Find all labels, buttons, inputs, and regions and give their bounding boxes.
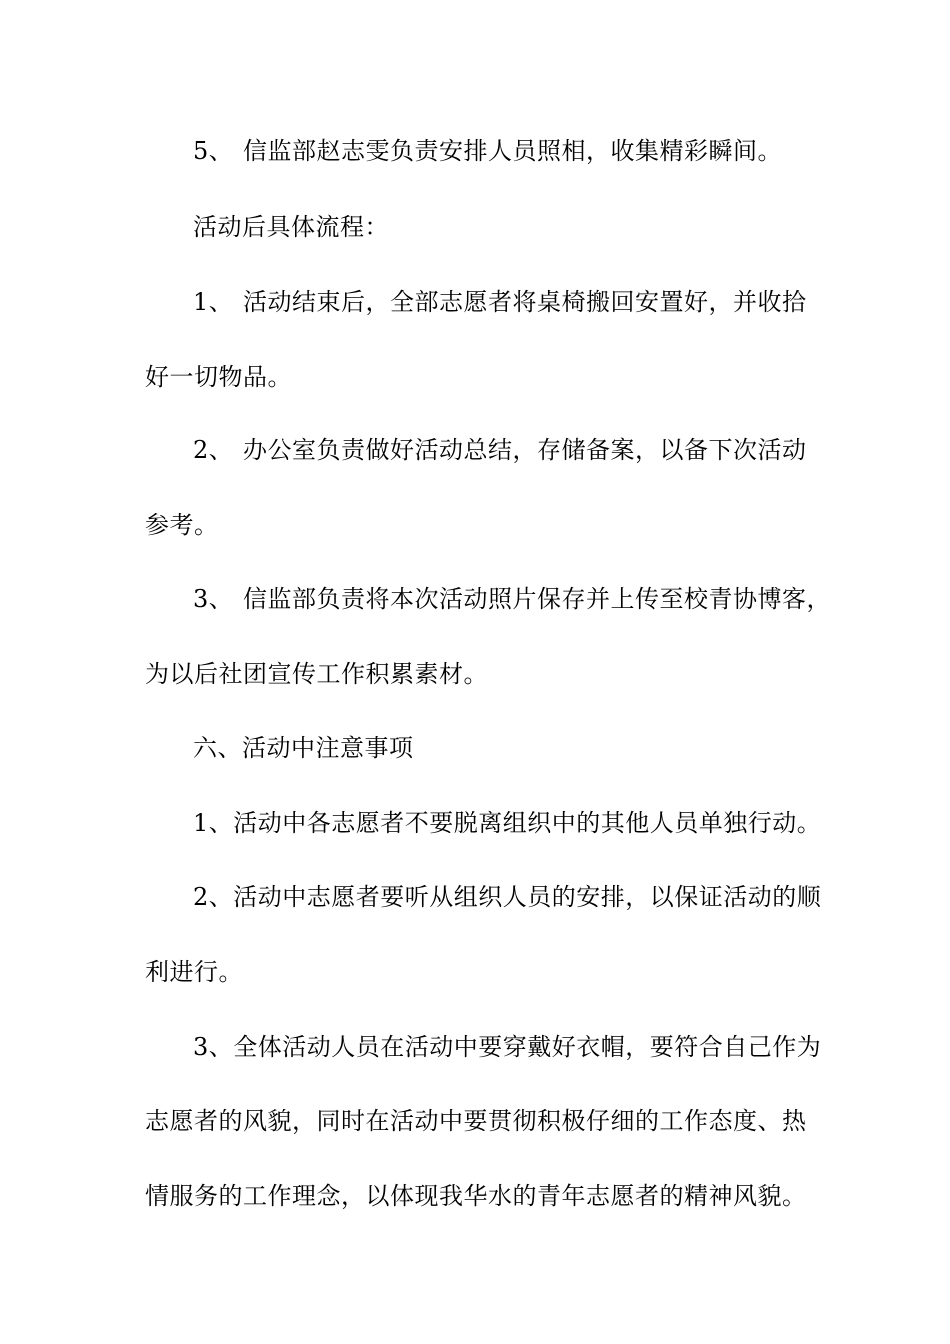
paragraph: 2、活动中志愿者要听从组织人员的安排，以保证活动的顺 (193, 883, 822, 911)
list-item-5 (193, 136, 782, 166)
list-item-1 (193, 287, 807, 317)
paragraph-continuation: 志愿者的风貌，同时在活动中要贯彻积极仔细的工作态度、热 (145, 1107, 807, 1135)
paragraph-text: 信监部赵志雯负责安排人员照相，收集精彩瞬间。 (243, 137, 782, 165)
paragraph-text: 活动结束后，全部志愿者将桌椅搬回安置好，并收拾 (243, 288, 807, 316)
list-item-2 (193, 435, 807, 465)
paragraph: 1、活动中各志愿者不要脱离组织中的其他人员单独行动。 (193, 809, 822, 837)
list-item-3 (193, 584, 831, 614)
list-number: 2、 (193, 436, 234, 464)
paragraph-continuation: 利进行。 (145, 958, 243, 986)
paragraph-continuation: 情服务的工作理念，以体现我华水的青年志愿者的精神风貌。 (145, 1182, 807, 1210)
paragraph: 3、全体活动人员在活动中要穿戴好衣帽，要符合自己作为 (193, 1033, 822, 1061)
list-number: 3、 (193, 585, 234, 613)
paragraph-continuation: 好一切物品。 (145, 363, 292, 391)
paragraph-text: 信监部负责将本次活动照片保存并上传至校青协博客， (243, 585, 831, 613)
section-heading: 六、活动中注意事项 (193, 734, 414, 762)
list-number: 5、 (193, 137, 234, 165)
section-heading: 活动后具体流程： (193, 213, 389, 241)
paragraph-continuation: 为以后社团宣传工作积累素材。 (145, 660, 488, 688)
paragraph-text: 办公室负责做好活动总结，存储备案，以备下次活动 (243, 436, 807, 464)
paragraph-continuation: 参考。 (145, 511, 219, 539)
list-number: 1、 (193, 288, 234, 316)
